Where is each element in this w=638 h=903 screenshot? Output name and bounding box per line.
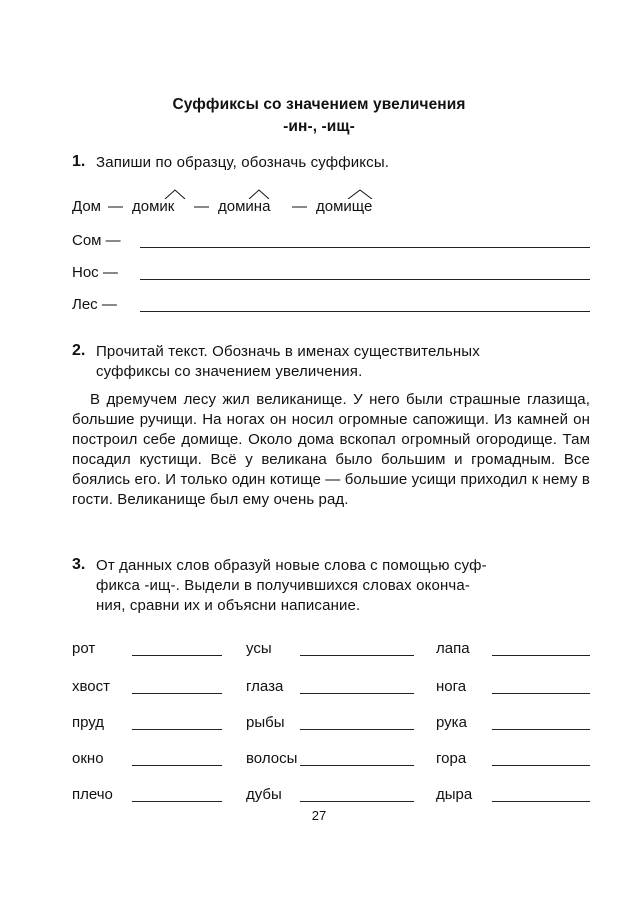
example-word-augmentative-ishch: домище [316, 198, 373, 215]
source-word: гора [436, 750, 467, 767]
task-3-number: 3. [72, 556, 86, 573]
task-1-number: 1. [72, 153, 86, 170]
source-word: волосы [246, 750, 298, 767]
task-1-answer-row [72, 232, 590, 254]
task-2-instruction-line-2: суффиксы со значением увеличения. [96, 363, 363, 380]
example-dash: — [108, 198, 123, 215]
source-word: лапа [436, 640, 470, 657]
word-cell [246, 640, 414, 660]
answer-line[interactable] [300, 765, 414, 766]
answer-line[interactable] [492, 801, 590, 802]
suffix-mark-icon [347, 189, 373, 199]
answer-row-label: Сом — [72, 232, 121, 249]
example-word-base: Дом [72, 198, 101, 215]
word-cell [246, 678, 414, 698]
task-2-story-text: В дремучем лесу жил великанище. У него были страшные глазища, большие ручищи. На ногах он носил огромные сапожищи. Из камней он построил себе домище. Около дома вскопал огромный огородище. Там посадил кустищи. Всё у великана было большим и громадным. Все боялись его. И только один котище — большие усищи приходил к нему в гости. Великанище был ему очень рад. [72, 391, 590, 508]
answer-row-label: Нос — [72, 264, 118, 281]
page-number: 27 [311, 808, 327, 823]
answer-line[interactable] [300, 693, 414, 694]
source-word: дыра [436, 786, 473, 803]
example-word-augmentative-in: домина [218, 198, 271, 215]
task-1-answer-row [72, 296, 590, 318]
answer-line[interactable] [132, 801, 222, 802]
answer-line[interactable] [300, 729, 414, 730]
answer-row-label: Лес — [72, 296, 117, 313]
source-word: пруд [72, 714, 105, 731]
task-3-instruction-line-3: ния, сравни их и объясни написание. [96, 597, 361, 614]
answer-line[interactable] [492, 655, 590, 656]
task-3-instruction-line-1: От данных слов образуй новые слова с помощью суф- [96, 557, 487, 574]
source-word: усы [246, 640, 272, 657]
page-title: Суффиксы со значением увеличения [172, 96, 466, 113]
source-word: рыбы [246, 714, 285, 731]
word-cell [246, 714, 414, 734]
word-cell [72, 714, 222, 734]
answer-line[interactable] [492, 729, 590, 730]
word-cell [436, 640, 590, 660]
answer-line[interactable] [492, 765, 590, 766]
answer-line[interactable] [140, 279, 590, 280]
source-word: плечо [72, 786, 113, 803]
task-2-number: 2. [72, 342, 86, 359]
word-cell [72, 640, 222, 660]
example-word-diminutive: домик [132, 198, 175, 215]
suffix-mark-icon [248, 189, 270, 199]
word-cell [436, 750, 590, 770]
word-cell [72, 750, 222, 770]
example-dash: — [194, 198, 209, 215]
word-cell [72, 786, 222, 806]
answer-line[interactable] [300, 801, 414, 802]
word-cell [436, 714, 590, 734]
task-1-example [72, 198, 590, 222]
answer-line[interactable] [300, 655, 414, 656]
task-1-answer-row [72, 264, 590, 286]
source-word: нога [436, 678, 467, 695]
task-1-instruction: Запиши по образцу, обозначь суффиксы. [96, 154, 390, 171]
source-word: рот [72, 640, 96, 657]
word-cell [436, 678, 590, 698]
answer-line[interactable] [132, 655, 222, 656]
source-word: рука [436, 714, 467, 731]
source-word: хвост [72, 678, 111, 695]
word-cell [246, 786, 414, 806]
word-cell [72, 678, 222, 698]
page-subtitle: -ин-, -ищ- [283, 118, 355, 135]
answer-line[interactable] [132, 729, 222, 730]
answer-line[interactable] [132, 765, 222, 766]
answer-line[interactable] [132, 693, 222, 694]
task-2-instruction-line-1: Прочитай текст. Обозначь в именах существительных [96, 343, 480, 360]
word-cell [436, 786, 590, 806]
answer-line[interactable] [140, 247, 590, 248]
word-cell [246, 750, 414, 770]
answer-line[interactable] [492, 693, 590, 694]
task-3-instruction-line-2: фикса -ищ-. Выдели в получившихся словах оконча- [96, 577, 471, 594]
source-word: окно [72, 750, 104, 767]
source-word: дубы [246, 786, 282, 803]
source-word: глаза [246, 678, 284, 695]
suffix-mark-icon [164, 189, 186, 199]
example-dash: — [292, 198, 307, 215]
answer-line[interactable] [140, 311, 590, 312]
